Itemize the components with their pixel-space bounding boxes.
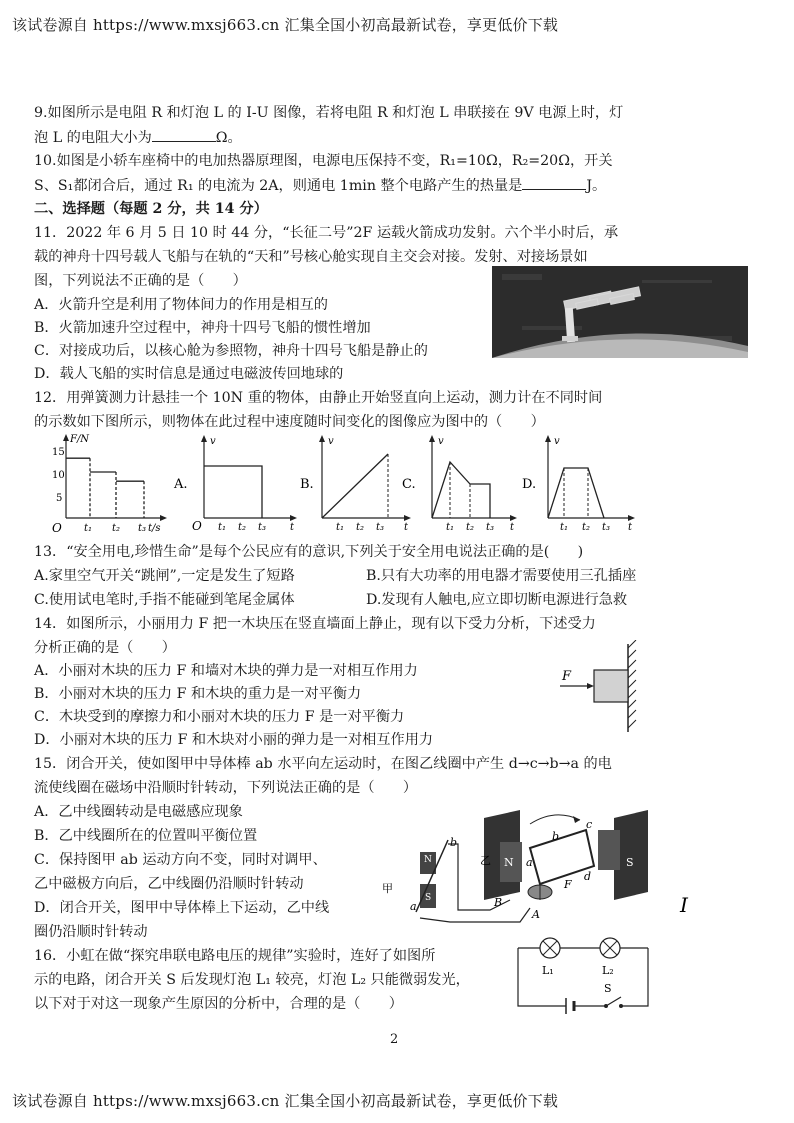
wooden-block — [594, 670, 628, 702]
q9-answer-blank — [152, 127, 216, 142]
q13-option-c: C.使用试电笔时,手指不能碰到笔尾金属体 — [34, 592, 295, 608]
q9-text: 泡 L 的电阻大小为 — [34, 130, 152, 146]
v-label-b: v — [328, 436, 334, 447]
q12-option-c-label: C. — [402, 477, 416, 492]
q11-line3: 图，下列说法不正确的是（ ） — [34, 273, 247, 289]
coil-a: a — [526, 856, 533, 869]
q14-option-b: B．小丽对木块的压力 F 和木块的重力是一对平衡力 — [34, 686, 362, 702]
v-t-graph-b — [319, 435, 411, 533]
q10-line2 — [34, 175, 606, 196]
page-footer: 该试卷源自 https://www.mxsj663.cn 汇集全国小初高最新试卷，享更低价下载 — [12, 1092, 559, 1110]
y-tick-15: 15 — [52, 447, 65, 458]
v-label-c: v — [438, 436, 444, 447]
q15-option-c-2: 乙中磁极方向后，乙中线圈仍沿顺时针转动 — [34, 876, 304, 892]
b-t3: t₃ — [376, 522, 385, 533]
q11-option-b: B．火箭加速升空过程中，神舟十四号飞船的惯性增加 — [34, 320, 371, 336]
d-t2: t₂ — [582, 522, 591, 533]
origin-label: O — [52, 521, 62, 534]
c-t2: t₂ — [466, 522, 475, 533]
q11-line1: 11．2022 年 6 月 5 日 10 时 44 分，“长征二号”2F 运载火箭成功发射。六个半小时后，承 — [34, 225, 619, 241]
y-tick-10: 10 — [52, 470, 65, 481]
force-arrow-icon — [587, 683, 594, 689]
q13-stem: 13．“安全用电,珍惜生命”是每个公民应有的意识,下列关于安全用电说法正确的是( ) — [34, 544, 584, 560]
switch-icon — [604, 997, 623, 1008]
q14-line2: 分析正确的是（ ） — [34, 640, 176, 656]
jia-label: 甲 — [382, 882, 393, 895]
q15-option-d-1: D．闭合开关，图甲中导体棒上下运动，乙中线 — [34, 900, 330, 916]
q12-option-a-label: A. — [174, 477, 188, 492]
jia-north: N — [424, 855, 432, 865]
docking-photo — [492, 266, 748, 362]
y-tick-5: 5 — [56, 493, 63, 504]
b-t2: t₂ — [356, 522, 365, 533]
d-t3: t₃ — [602, 522, 611, 533]
coil-force: F — [564, 878, 572, 891]
v-t-graph-c — [429, 435, 517, 533]
q9-unit: Ω。 — [215, 130, 242, 146]
coil-b: b — [552, 830, 560, 843]
yi-label: 乙 — [480, 854, 491, 867]
series-circuit-figure — [508, 934, 658, 1020]
q12-option-b-label: B. — [300, 477, 314, 492]
t-label-a: t — [290, 522, 295, 533]
q9-line2 — [34, 127, 242, 148]
a-t1: t₁ — [218, 522, 227, 533]
origin-a: O — [192, 519, 202, 533]
brush-a: A — [532, 908, 540, 921]
conductor-a: a — [410, 900, 417, 913]
q14-option-d: D．小丽对木块的压力 F 和木块对小丽的弹力是一对相互作用力 — [34, 732, 434, 748]
q12-line2: 的示数如下图所示，则物体在此过程中速度随时间变化的图像应为图中的（ ） — [34, 414, 545, 430]
coil-c: c — [586, 818, 593, 831]
yi-north: N — [504, 856, 514, 869]
q12-option-d-label: D. — [522, 477, 537, 492]
x-axis-label: t/s — [148, 523, 161, 534]
x-tick-t3: t₃ — [138, 523, 147, 534]
q10-unit: J。 — [586, 178, 607, 194]
q13-option-d: D.发现有人触电,应立即切断电源进行急救 — [366, 592, 628, 608]
b-t1: t₁ — [336, 522, 345, 533]
q10-text: S、S₁都闭合后，通过 R₁ 的电流为 2A，则通电 1min 整个电路产生的热量是 — [34, 178, 523, 194]
q10-answer-blank — [522, 175, 586, 190]
yi-south: S — [626, 856, 634, 869]
section-heading: 二、选择题（每题 2 分，共 14 分） — [34, 201, 268, 217]
q11-option-c: C．对接成功后，以核心舱为参照物，神舟十四号飞船是静止的 — [34, 343, 428, 359]
l1-label: L₁ — [542, 964, 554, 977]
switch-label: S — [604, 982, 612, 995]
q13-option-b: B.只有大功率的用电器才需要使用三孔插座 — [366, 568, 637, 584]
v-t-graph-a — [192, 435, 297, 533]
q12-graphs — [52, 432, 672, 538]
x-tick-t1: t₁ — [84, 523, 93, 534]
q11-option-a: A．火箭升空是利用了物体间力的作用是相互的 — [34, 297, 328, 313]
svg-text:I: I — [680, 893, 688, 917]
a-t2: t₂ — [238, 522, 247, 533]
q16-line2: 示的电路，闭合开关 S 后发现灯泡 L₁ 较亮，灯泡 L₂ 只能微弱发光， — [34, 972, 470, 988]
c-t1: t₁ — [446, 522, 455, 533]
coil-d: d — [584, 870, 592, 883]
q12-line1: 12．用弹簧测力计悬挂一个 10N 重的物体，由静止开始竖直向上运动，测力计在不同时间 — [34, 390, 603, 406]
lamp-l2-icon — [600, 938, 620, 958]
y-axis-label: F/N — [70, 434, 90, 445]
jia-south: S — [425, 893, 432, 903]
q11-line2: 载的神舟十四号载人飞船与在轨的“天和”号核心舱实现自主交会对接。发射、对接场景如 — [34, 249, 588, 265]
wall-block-figure — [556, 640, 646, 739]
q14-option-a: A．小丽对木块的压力 F 和墙对木块的弹力是一对相互作用力 — [34, 663, 418, 679]
t-label-b: t — [404, 522, 409, 533]
q11-option-d: D．载人飞船的实时信息是通过电磁波传回地球的 — [34, 366, 344, 382]
generator-motor-figure — [380, 800, 700, 939]
brush-b: B — [494, 896, 503, 909]
q15-option-b: B．乙中线圈所在的位置叫平衡位置 — [34, 828, 258, 844]
q10-line1: 10.如图是小轿车座椅中的电加热器原理图，电源电压保持不变，R₁=10Ω，R₂=20Ω，开关 — [34, 153, 613, 169]
v-label-a: v — [210, 436, 216, 447]
a-t3: t₃ — [258, 522, 267, 533]
l2-label: L₂ — [602, 964, 614, 977]
conductor-b: b — [450, 836, 458, 849]
x-tick-t2: t₂ — [112, 523, 121, 534]
force-label: F — [562, 669, 572, 684]
c-t3: t₃ — [486, 522, 495, 533]
q15-option-a: A．乙中线圈转动是电磁感应现象 — [34, 804, 243, 820]
t-label-c: t — [510, 522, 515, 533]
q13-option-a: A.家里空气开关“跳闸”,一定是发生了短路 — [34, 568, 295, 584]
q15-line1: 15．闭合开关，使如图甲中导体棒 ab 水平向左运动时，在图乙线圈中产生 d→c→b→a 的电 — [34, 756, 612, 772]
t-label-d: t — [628, 522, 633, 533]
q15-line2: 流使线圈在磁场中沿顺时针转动，下列说法正确的是（ ） — [34, 780, 418, 796]
force-time-graph — [52, 434, 167, 534]
v-label-d: v — [554, 436, 560, 447]
v-t-graph-d — [545, 435, 635, 533]
d-t1: t₁ — [560, 522, 569, 533]
q15-option-c-1: C．保持图甲 ab 运动方向不变，同时对调甲、 — [34, 852, 327, 868]
q14-line1: 14．如图所示，小丽用力 F 把一木块压在竖直墙面上静止，现有以下受力分析，下述受力 — [34, 616, 596, 632]
q9-line1: 9.如图所示是电阻 R 和灯泡 L 的 I-U 图像，若将电阻 R 和灯泡 L 串联接在 9V 电源上时，灯 — [34, 105, 624, 121]
page-header: 该试卷源自 https://www.mxsj663.cn 汇集全国小初高最新试卷，享更低价下载 — [12, 16, 559, 34]
q16-line3: 以下对于对这一现象产生原因的分析中，合理的是（ ） — [34, 996, 403, 1012]
page-number: 2 — [390, 1032, 399, 1047]
rotation-arrow-icon — [573, 816, 580, 823]
q14-option-c: C．木块受到的摩擦力和小丽对木块的压力 F 是一对平衡力 — [34, 709, 405, 725]
battery-icon — [566, 998, 574, 1014]
q15-option-d-2: 圈仍沿顺时针转动 — [34, 924, 148, 940]
q16-line1: 16．小虹在做“探究串联电路电压的规律”实验时，连好了如图所 — [34, 948, 436, 964]
lamp-l1-icon — [540, 938, 560, 958]
